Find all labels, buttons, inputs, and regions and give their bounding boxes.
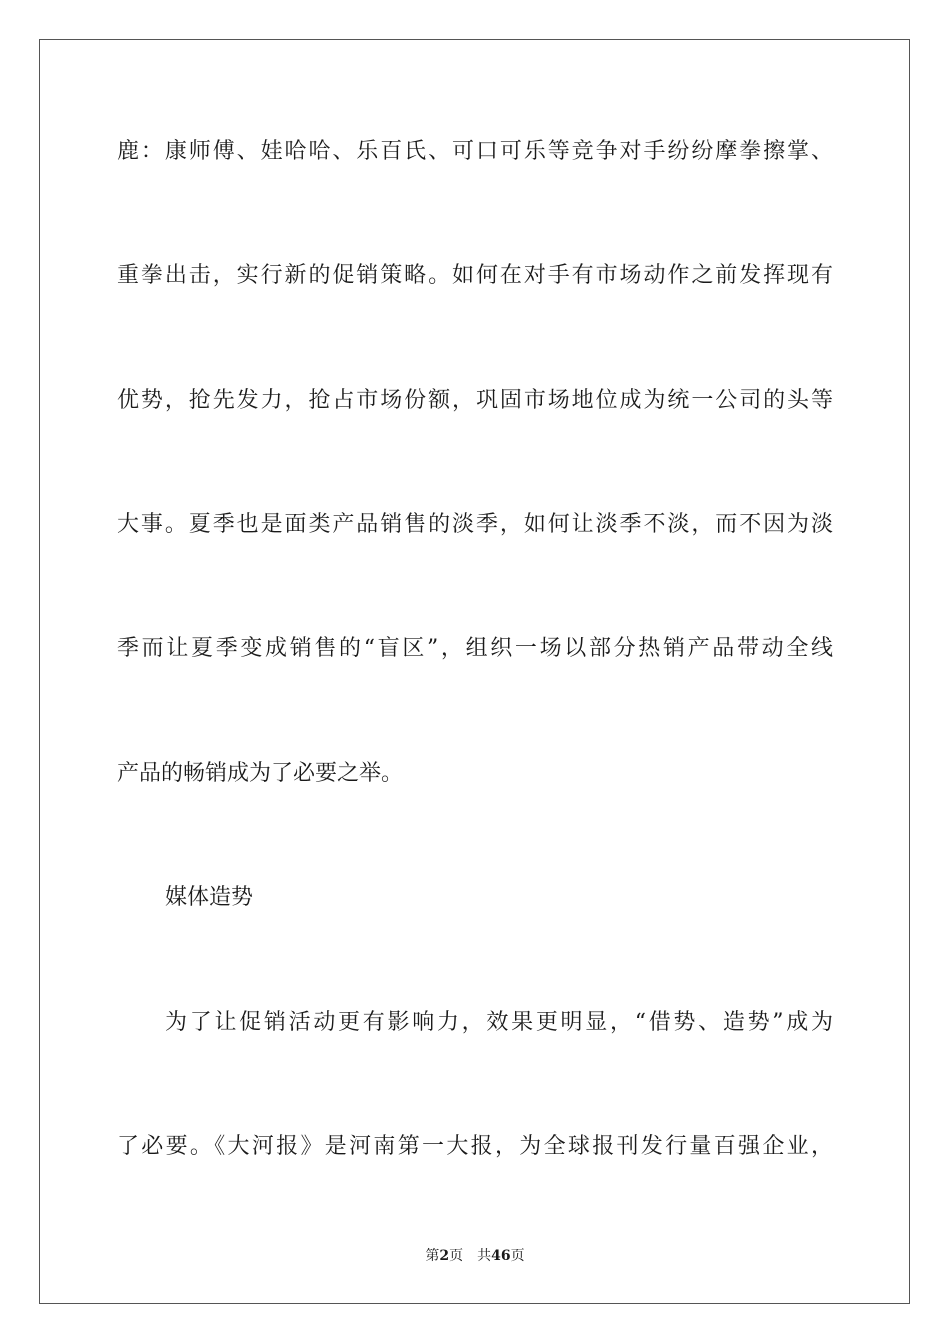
para2-line-1: 为了让促销活动更有影响力，效果更明显，“借势、造势”成为 (165, 1010, 833, 1035)
body-line-5: 季而让夏季变成销售的“盲区”，组织一场以部分热销产品带动全线 (117, 636, 833, 661)
body-line-6: 产品的畅销成为了必要之举。 (117, 761, 404, 786)
body-line-4: 大事。夏季也是面类产品销售的淡季，如何让淡季不淡，而不因为淡 (117, 512, 833, 537)
total-pages: 46 (491, 1248, 511, 1264)
body-line-2: 重拳出击，实行新的促销策略。如何在对手有市场动作之前发挥现有 (117, 263, 833, 288)
total-suffix: 页 (510, 1248, 525, 1264)
total-prefix: 共 (477, 1248, 492, 1264)
body-line-3: 优势，抢先发力，抢占市场份额，巩固市场地位成为统一公司的头等 (117, 388, 833, 413)
page-border (39, 39, 910, 1304)
page-number: 2 (439, 1248, 450, 1264)
page-prefix: 第 (425, 1248, 440, 1264)
para2-line-2: 了必要。《大河报》是河南第一大报，为全球报刊发行量百强企业， (117, 1134, 833, 1159)
section-title: 媒体造势 (165, 885, 254, 910)
page-footer (0, 1246, 950, 1266)
body-line-1: 鹿：康师傅、娃哈哈、乐百氏、可口可乐等竞争对手纷纷摩拳擦掌、 (117, 139, 833, 164)
page-suffix: 页 (449, 1248, 464, 1264)
